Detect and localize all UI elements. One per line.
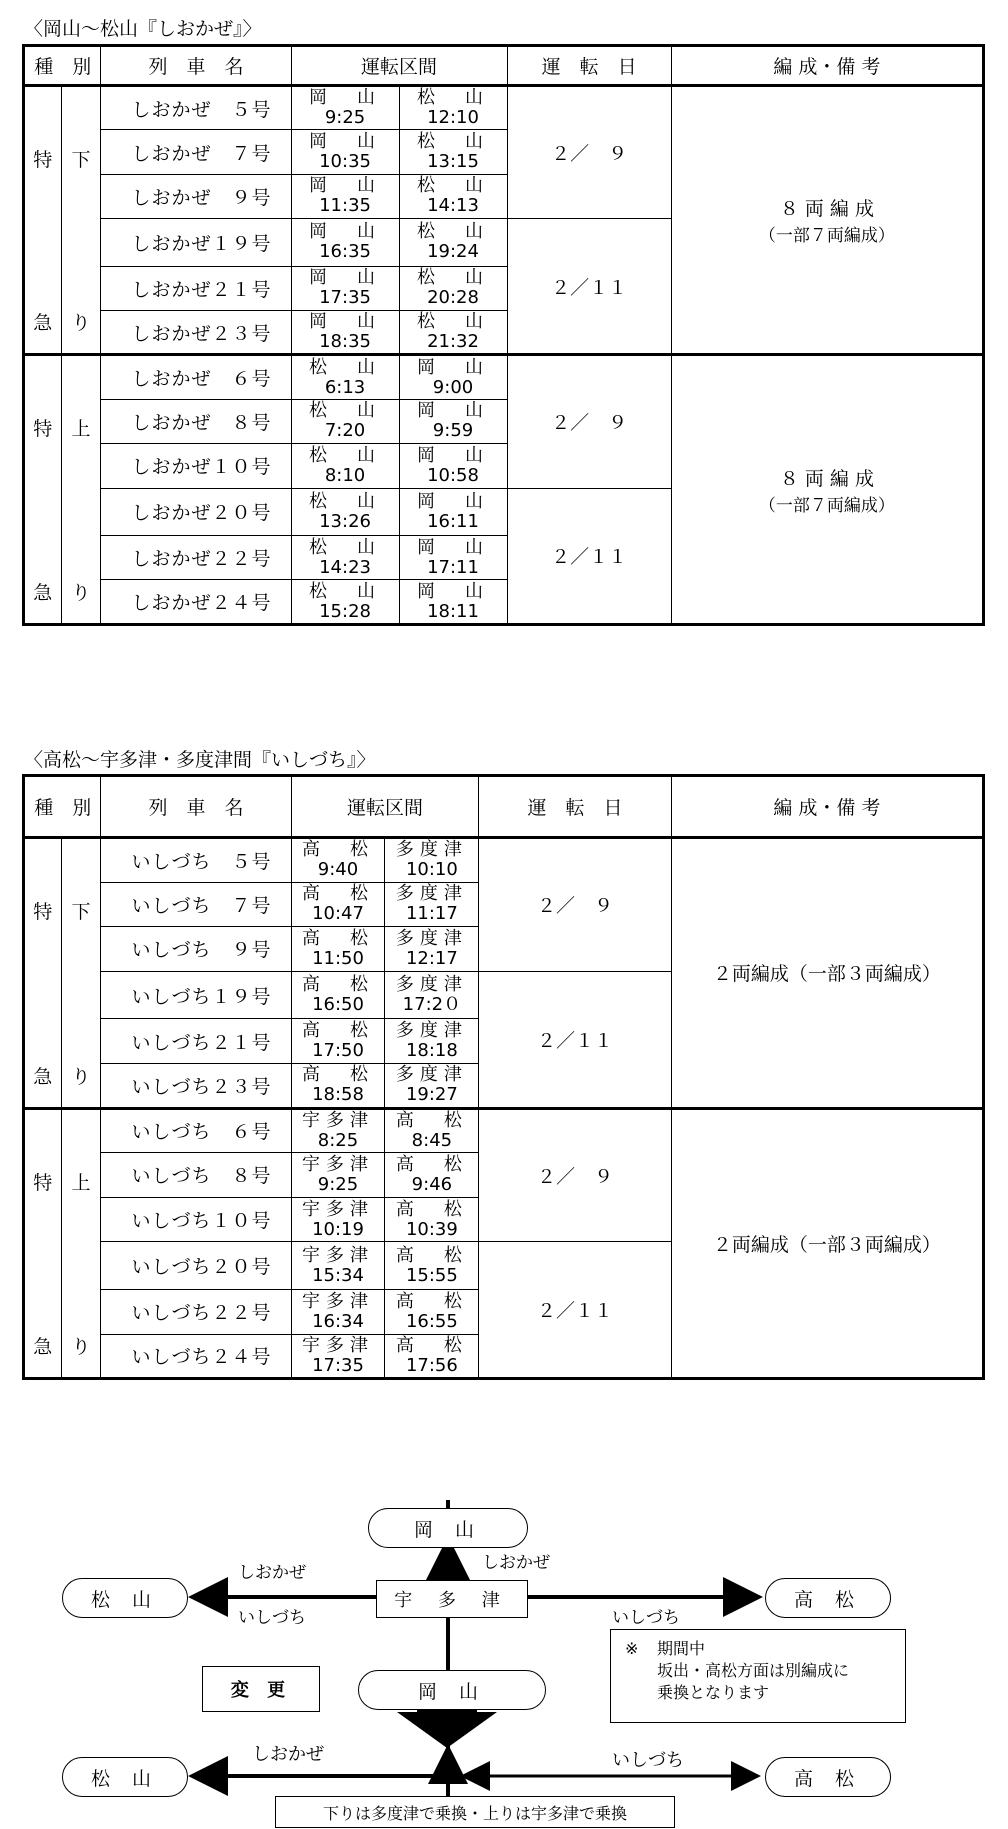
arrival-time: 16:11 xyxy=(427,510,479,532)
from-station: 高 松 xyxy=(302,883,374,905)
operating-day: ２／１１ xyxy=(507,219,671,355)
arrival-time: 19:24 xyxy=(427,241,479,263)
train-name: しおかぜ ９号 xyxy=(101,174,291,218)
formation-line2: （一部７両編成） xyxy=(758,495,895,516)
departure-time: 8:25 xyxy=(317,1129,359,1151)
to-station: 多度津 xyxy=(395,974,468,996)
train-name: しおかぜ１９号 xyxy=(101,219,291,266)
to-station: 多度津 xyxy=(395,1020,468,1042)
to-station: 高 松 xyxy=(395,1109,468,1131)
from-station: 岡 山 xyxy=(309,267,382,289)
train-name: いしづち２０号 xyxy=(101,1242,291,1290)
from-station: 松 山 xyxy=(309,490,382,512)
train-name: しおかぜ２２号 xyxy=(101,536,291,580)
train-name: いしづち ７号 xyxy=(101,882,291,927)
header-operating-day: 運 転 日 xyxy=(507,46,671,86)
departure-time: 9:25 xyxy=(324,107,366,129)
departure-time: 8:10 xyxy=(324,464,366,486)
departure-time: 11:50 xyxy=(312,947,364,969)
transfer-footnote: 下りは多度津で乗換・上りは宇多津で乗換 xyxy=(275,1796,675,1828)
operating-day: ２／ ９ xyxy=(479,838,671,972)
header-train-name: 列 車 名 xyxy=(101,776,291,838)
train-name: しおかぜ ７号 xyxy=(101,130,291,174)
from-station: 松 山 xyxy=(309,536,382,558)
arrival-time: 14:13 xyxy=(427,195,479,217)
from-station: 岡 山 xyxy=(309,221,382,243)
departure-time: 17:35 xyxy=(312,1354,364,1376)
train-name: いしづち２４号 xyxy=(101,1334,291,1379)
train-name: しおかぜ２３号 xyxy=(101,311,291,355)
formation-note xyxy=(671,1108,983,1379)
formation-line1: ２両編成（一部３両編成） xyxy=(712,963,941,986)
arrival-time: 11:17 xyxy=(405,903,458,925)
train-name: いしづち１０号 xyxy=(101,1197,291,1242)
station-matsuyama: 松 山 xyxy=(62,1578,188,1618)
arrival-time: 17:2０ xyxy=(402,994,462,1016)
departure-time: 14:23 xyxy=(319,556,371,578)
table-row xyxy=(24,1108,984,1153)
to-station: 松 山 xyxy=(417,221,489,243)
train-name: いしづち２３号 xyxy=(101,1064,291,1109)
note-line1: 期間中 xyxy=(657,1639,706,1658)
section-title-ishizuchi: 〈高松〜宇多津・多度津間『いしづち』〉 xyxy=(24,749,376,771)
arrival-time: 10:58 xyxy=(427,464,479,486)
departure-time: 18:35 xyxy=(319,331,371,353)
to-station: 高 松 xyxy=(395,1290,468,1312)
formation-note xyxy=(671,86,983,355)
change-label: 変 更 xyxy=(202,1666,320,1712)
kind-bottom: 急 xyxy=(33,312,53,335)
arrival-time: 9:59 xyxy=(432,420,474,442)
note-box xyxy=(610,1629,906,1723)
arrival-time: 10:10 xyxy=(405,859,458,881)
note-mark: ※ xyxy=(625,1639,639,1658)
after-station-matsuyama: 松 山 xyxy=(62,1757,188,1797)
route-diagram xyxy=(0,1500,1008,1829)
arrival-time: 12:17 xyxy=(405,947,458,969)
header-section: 運転区間 xyxy=(291,776,479,838)
to-station: 多度津 xyxy=(395,839,468,861)
formation-note xyxy=(671,355,983,624)
table-row xyxy=(24,86,984,130)
direction-top: 上 xyxy=(71,1171,91,1194)
to-station: 松 山 xyxy=(417,311,489,333)
formation-line1: ８ 両 編 成 xyxy=(779,198,874,221)
arrival-time: 13:15 xyxy=(427,151,479,173)
station-okayama: 岡 山 xyxy=(368,1508,528,1548)
to-station: 松 山 xyxy=(417,87,489,109)
direction-bottom: り xyxy=(71,581,91,604)
from-station: 高 松 xyxy=(302,927,374,949)
arrival-time: 20:28 xyxy=(427,287,479,309)
header-operating-day: 運 転 日 xyxy=(479,776,671,838)
arrival-time: 18:11 xyxy=(427,600,479,622)
to-station: 高 松 xyxy=(395,1334,468,1356)
after-label-ishizuchi: いしづち xyxy=(612,1750,684,1771)
departure-time: 18:58 xyxy=(312,1084,364,1106)
from-station: 松 山 xyxy=(309,356,382,378)
operating-day: ２／ ９ xyxy=(507,355,671,488)
to-station: 松 山 xyxy=(417,267,489,289)
train-name: しおかぜ２０号 xyxy=(101,488,291,535)
train-name: しおかぜ２１号 xyxy=(101,266,291,310)
from-station: 岡 山 xyxy=(309,175,382,197)
train-name: いしづち ８号 xyxy=(101,1153,291,1198)
departure-time: 11:35 xyxy=(319,195,371,217)
shiokaze-timetable xyxy=(22,44,985,626)
kind-top: 特 xyxy=(33,901,53,923)
departure-time: 10:47 xyxy=(312,903,364,925)
header-kind: 種 別 xyxy=(24,46,101,86)
train-name: いしづち２２号 xyxy=(101,1290,291,1335)
to-station: 岡 山 xyxy=(417,444,489,466)
to-station: 岡 山 xyxy=(417,400,489,422)
departure-time: 17:50 xyxy=(312,1040,364,1062)
header-section: 運転区間 xyxy=(291,46,507,86)
direction-top: 上 xyxy=(71,418,91,441)
header-train-name: 列 車 名 xyxy=(101,46,291,86)
to-station: 岡 山 xyxy=(417,356,489,378)
formation-line1: ８ 両 編 成 xyxy=(779,467,874,490)
to-station: 多度津 xyxy=(395,927,468,949)
from-station: 岡 山 xyxy=(309,87,382,109)
from-station: 宇多津 xyxy=(302,1290,374,1312)
arrival-time: 15:55 xyxy=(405,1264,458,1286)
operating-day: ２／ ９ xyxy=(479,1108,671,1242)
operating-day: ２／１１ xyxy=(479,1242,671,1379)
to-station: 松 山 xyxy=(417,131,489,153)
train-name: しおかぜ ６号 xyxy=(101,355,291,399)
to-station: 高 松 xyxy=(395,1153,468,1175)
departure-time: 16:50 xyxy=(312,994,364,1016)
departure-time: 9:25 xyxy=(317,1173,359,1195)
departure-time: 15:28 xyxy=(319,600,371,622)
departure-time: 10:19 xyxy=(312,1218,364,1240)
direction-top: 下 xyxy=(71,149,91,171)
direction-top: 下 xyxy=(71,901,91,923)
label-ishizuchi-right: いしづち xyxy=(612,1608,680,1628)
departure-time: 16:34 xyxy=(312,1310,364,1332)
table-row xyxy=(24,838,984,883)
from-station: 宇多津 xyxy=(302,1198,374,1220)
direction-bottom: り xyxy=(71,1336,91,1359)
kind-bottom: 急 xyxy=(33,1065,53,1088)
train-name: いしづち ６号 xyxy=(101,1108,291,1153)
from-station: 宇多津 xyxy=(302,1153,374,1175)
station-takamatsu: 高 松 xyxy=(765,1578,891,1618)
from-station: 宇多津 xyxy=(302,1109,374,1131)
arrival-time: 12:10 xyxy=(427,107,479,129)
departure-time: 6:13 xyxy=(324,376,366,398)
arrival-time: 9:00 xyxy=(432,376,474,398)
arrival-time: 8:45 xyxy=(411,1129,453,1151)
departure-time: 15:34 xyxy=(312,1264,364,1286)
section-title-shiokaze: 〈岡山〜松山『しおかぜ』〉 xyxy=(24,18,262,40)
train-name: いしづち２１号 xyxy=(101,1019,291,1064)
departure-time: 10:35 xyxy=(319,151,371,173)
train-name: いしづち ９号 xyxy=(101,927,291,972)
train-name: しおかぜ ８号 xyxy=(101,399,291,443)
to-station: 松 山 xyxy=(417,175,489,197)
after-station-takamatsu: 高 松 xyxy=(765,1757,891,1797)
arrival-time: 17:11 xyxy=(427,556,479,578)
ishizuchi-timetable xyxy=(22,774,985,1380)
from-station: 岡 山 xyxy=(309,311,382,333)
formation-note xyxy=(671,838,983,1109)
departure-time: 9:40 xyxy=(317,859,359,881)
header-kind: 種 別 xyxy=(24,776,101,838)
direction-bottom: り xyxy=(71,312,91,335)
train-name: しおかぜ１０号 xyxy=(101,444,291,488)
kind-top: 特 xyxy=(33,149,53,171)
arrival-time: 18:18 xyxy=(405,1040,458,1062)
operating-day: ２／１１ xyxy=(479,971,671,1108)
note-line3: 乗換となります xyxy=(657,1683,770,1702)
from-station: 高 松 xyxy=(302,974,374,996)
label-shiokaze-left: しおかぜ xyxy=(238,1563,306,1583)
operating-day: ２／ ９ xyxy=(507,86,671,219)
operating-day: ２／１１ xyxy=(507,488,671,624)
label-shiokaze-up: しおかぜ xyxy=(482,1553,550,1573)
kind-top: 特 xyxy=(33,1171,53,1194)
departure-time: 13:26 xyxy=(319,510,371,532)
from-station: 松 山 xyxy=(309,444,382,466)
kind-bottom: 急 xyxy=(33,1336,53,1359)
to-station: 多度津 xyxy=(395,883,468,905)
arrival-time: 19:27 xyxy=(405,1084,458,1106)
from-station: 高 松 xyxy=(302,1064,374,1086)
train-name: いしづち ５号 xyxy=(101,838,291,883)
arrival-time: 17:56 xyxy=(405,1354,458,1376)
formation-line1: ２両編成（一部３両編成） xyxy=(712,1233,941,1256)
arrival-time: 9:46 xyxy=(411,1173,453,1195)
arrival-time: 16:55 xyxy=(405,1310,458,1332)
to-station: 岡 山 xyxy=(417,490,489,512)
header-notes: 編 成・備 考 xyxy=(671,46,983,86)
after-station-okayama: 岡 山 xyxy=(358,1670,546,1710)
note-line2: 坂出・高松方面は別編成に xyxy=(657,1661,850,1680)
from-station: 岡 山 xyxy=(309,131,382,153)
kind-top: 特 xyxy=(33,418,53,441)
to-station: 高 松 xyxy=(395,1244,468,1266)
train-name: しおかぜ２４号 xyxy=(101,580,291,624)
arrival-time: 10:39 xyxy=(405,1218,458,1240)
header-notes: 編 成・備 考 xyxy=(671,776,983,838)
train-name: しおかぜ ５号 xyxy=(101,86,291,130)
direction-bottom: り xyxy=(71,1065,91,1088)
departure-time: 7:20 xyxy=(324,420,366,442)
from-station: 高 松 xyxy=(302,1020,374,1042)
from-station: 宇多津 xyxy=(302,1334,374,1356)
from-station: 松 山 xyxy=(309,580,382,602)
from-station: 高 松 xyxy=(302,839,374,861)
table-row xyxy=(24,355,984,399)
to-station: 岡 山 xyxy=(417,536,489,558)
to-station: 多度津 xyxy=(395,1064,468,1086)
train-name: いしづち１９号 xyxy=(101,971,291,1019)
from-station: 宇多津 xyxy=(302,1244,374,1266)
after-label-shiokaze: しおかぜ xyxy=(252,1744,324,1765)
to-station: 高 松 xyxy=(395,1198,468,1220)
formation-line2: （一部７両編成） xyxy=(758,226,895,247)
departure-time: 16:35 xyxy=(319,241,371,263)
label-ishizuchi-left: いしづち xyxy=(238,1608,306,1628)
station-utazu: 宇 多 津 xyxy=(376,1580,528,1618)
to-station: 岡 山 xyxy=(417,580,489,602)
kind-bottom: 急 xyxy=(33,581,53,604)
arrival-time: 21:32 xyxy=(427,331,479,353)
departure-time: 17:35 xyxy=(319,287,371,309)
from-station: 松 山 xyxy=(309,400,382,422)
